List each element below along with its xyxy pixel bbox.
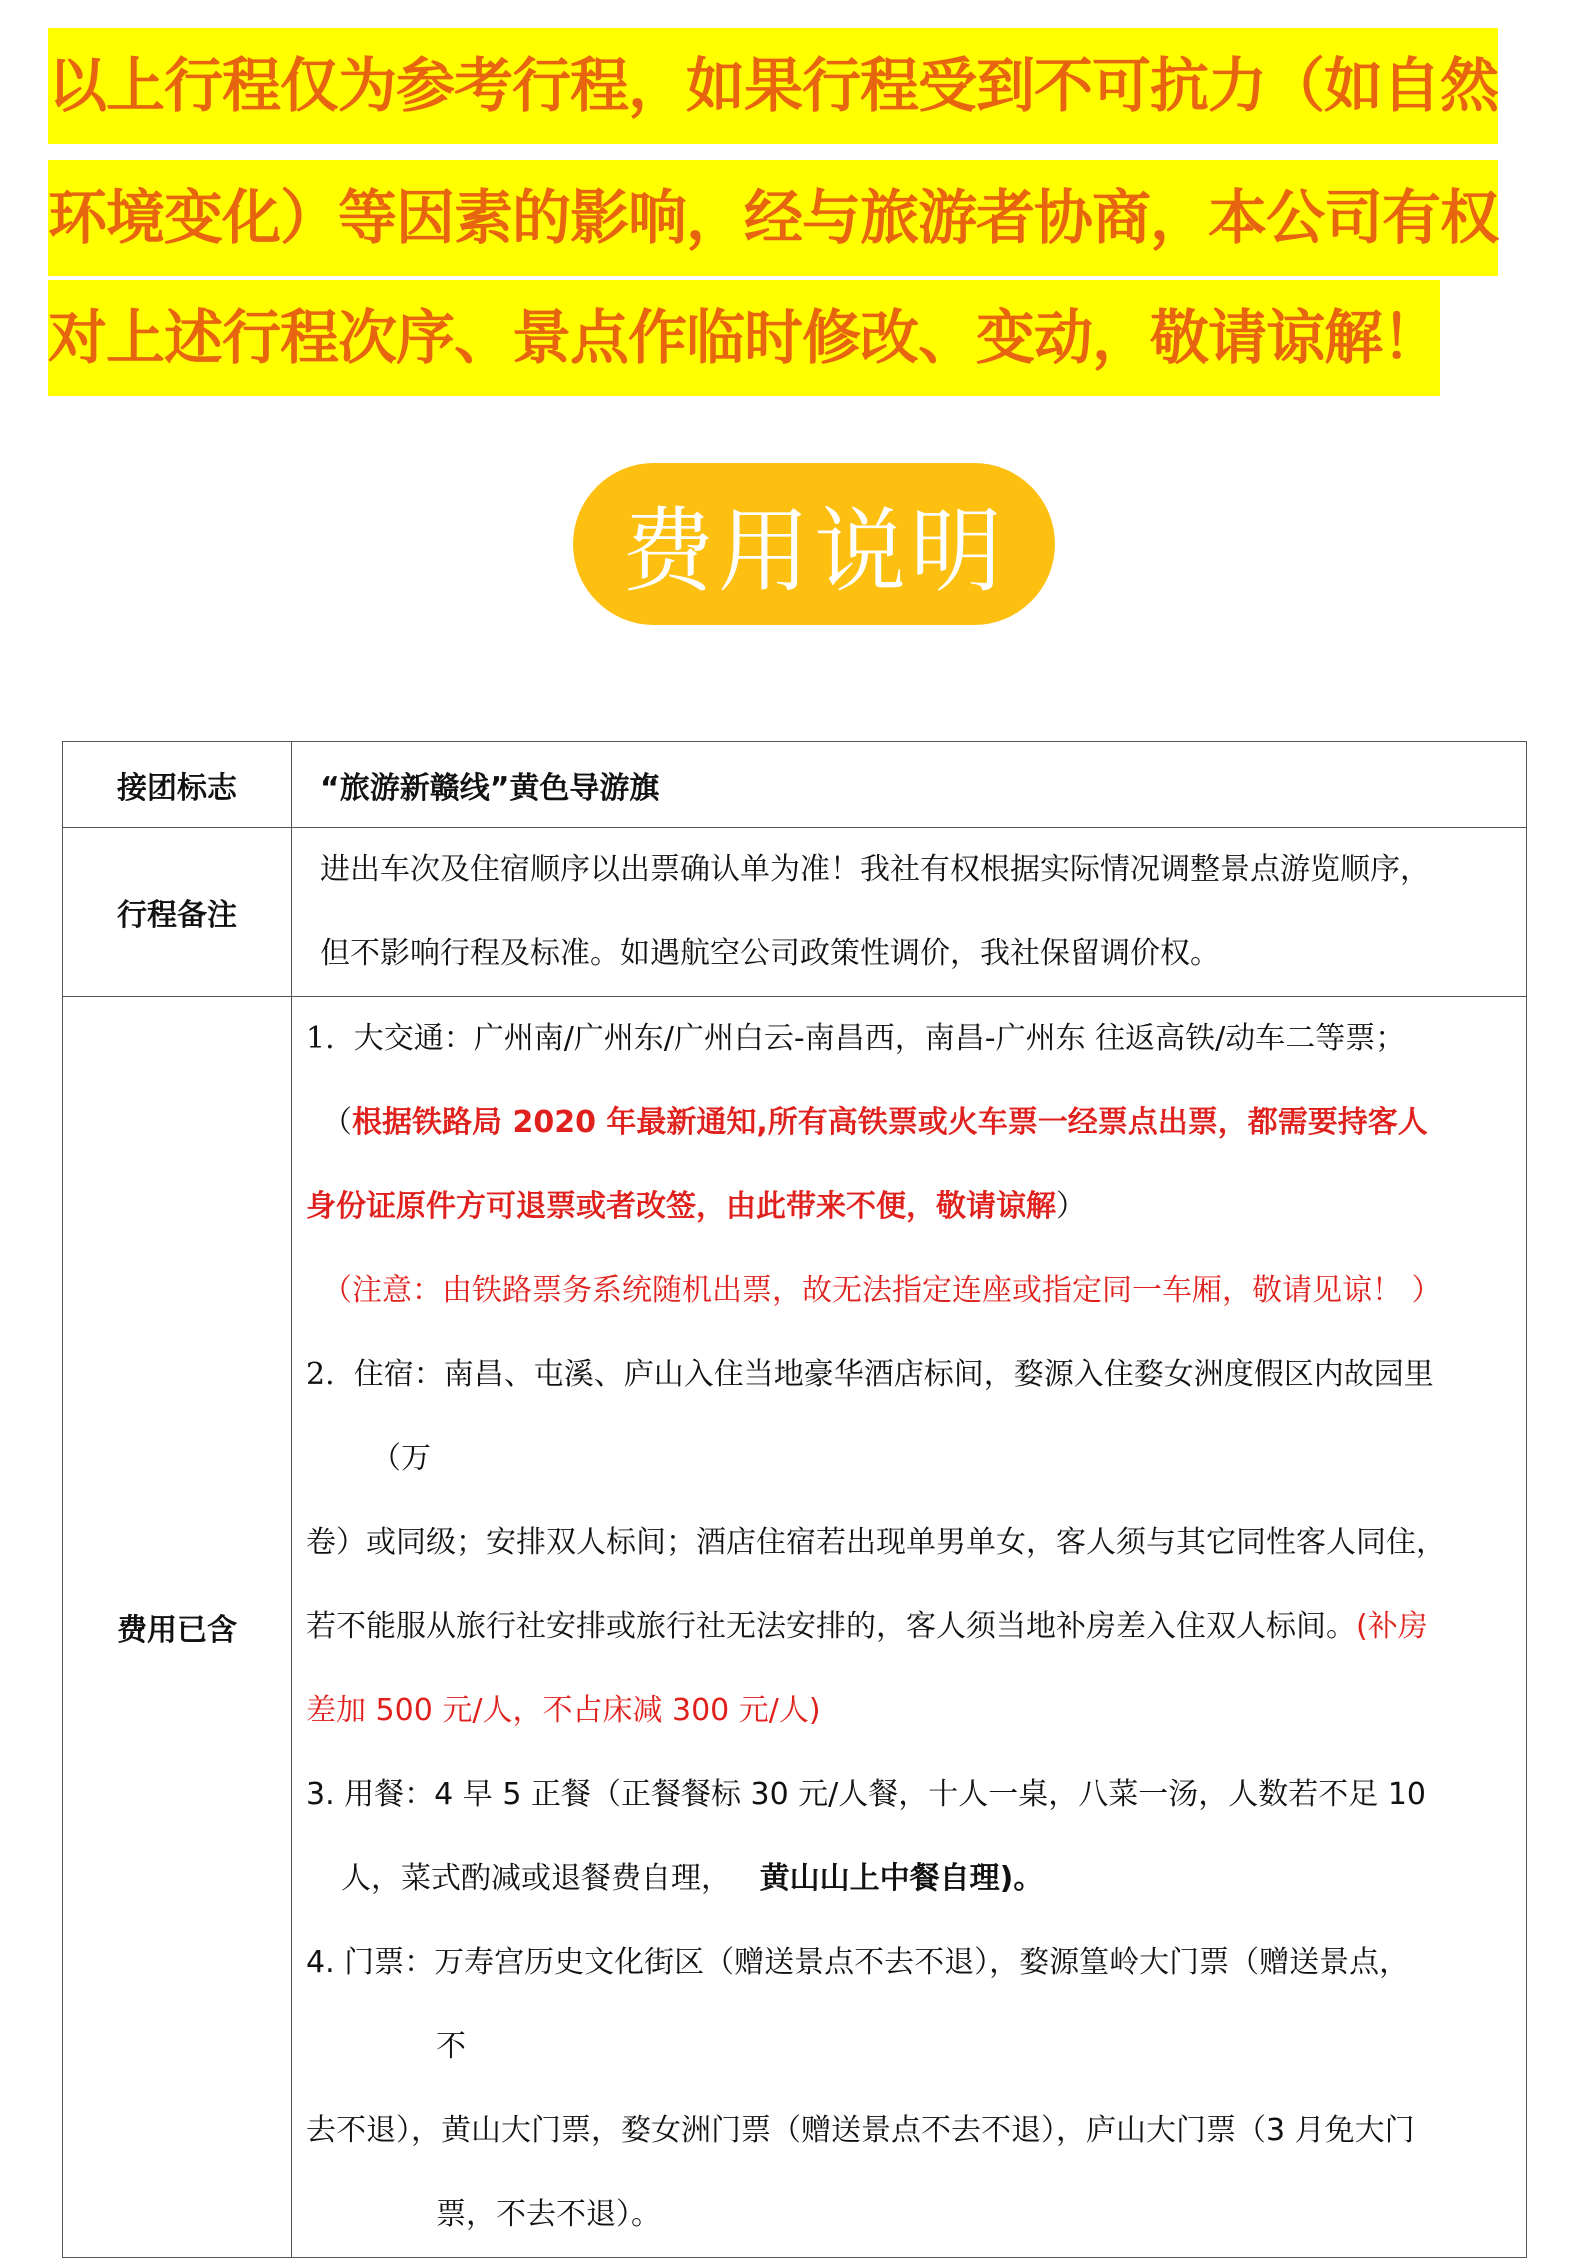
hotel-line: 差加 500 元/人，不占床减 300 元/人) <box>306 1693 821 1728</box>
table-row <box>63 828 1527 997</box>
section-title: 费用说明 <box>573 463 1055 625</box>
ticket-line: 去不退），黄山大门票，婺女洲门票（赠送景点不去不退），庐山大门票（3 月免大门 <box>306 2113 1415 2148</box>
row-value <box>292 828 1527 997</box>
notice-line: 环境变化）等因素的影响，经与旅游者协商，本公司有权 <box>48 160 1498 276</box>
notice-line: 对上述行程次序、景点作临时修改、变动，敬请谅解！ <box>48 280 1440 396</box>
hotel-line: 若不能服从旅行社安排或旅行社无法安排的，客人须当地补房差入住双人标间。(补房 <box>306 1609 1428 1644</box>
table-row <box>63 742 1527 828</box>
row-label: 费用已含 <box>63 997 292 2258</box>
hotel-line: 卷）或同级；安排双人标间；酒店住宿若出现单男单女，客人须与其它同性客人同住， <box>306 1525 1446 1560</box>
ticket-line: 票，不去不退）。 <box>436 2197 661 2232</box>
seat-notice-line: （注意：由铁路票务系统随机出票，故无法指定连座或指定同一车厢，敬请见谅！ ） <box>322 1273 1442 1308</box>
hotel-line: 2. 住宿：南昌、屯溪、庐山入住当地豪华酒店标间，婺源入住婺女洲度假区内故园里 <box>306 1357 1434 1392</box>
row-value: “旅游新赣线”黄色导游旗 <box>292 742 1527 828</box>
meal-line: 人，菜式酌减或退餐费自理， 黄山山上中餐自理)。 <box>341 1861 1044 1896</box>
remark-line: 但不影响行程及标准。如遇航空公司政策性调价，我社保留调价权。 <box>320 936 1220 971</box>
row-label: 行程备注 <box>63 828 292 997</box>
notice-line: 以上行程仅为参考行程，如果行程受到不可抗力（如自然 <box>48 28 1498 144</box>
table-row <box>63 997 1527 2258</box>
row-value <box>292 997 1527 2258</box>
row-label: 接团标志 <box>63 742 292 828</box>
rail-notice-line: 身份证原件方可退票或者改签，由此带来不便，敬请谅解） <box>306 1189 1086 1224</box>
ticket-line: 不 <box>436 2029 466 2064</box>
fee-table <box>62 741 1527 2258</box>
remark-line: 进出车次及住宿顺序以出票确认单为准！我社有权根据实际情况调整景点游览顺序， <box>320 852 1430 887</box>
ticket-line: 4. 门票：万寿宫历史文化街区（赠送景点不去不退），婺源篁岭大门票（赠送景点， <box>306 1945 1410 1980</box>
hotel-line: （万 <box>371 1441 431 1476</box>
meal-line: 3. 用餐：4 早 5 正餐（正餐餐标 30 元/人餐，十人一桌，八菜一汤，人数若不足 10 <box>306 1777 1427 1812</box>
transport-line: 1. 大交通：广州南/广州东/广州白云-南昌西，南昌-广州东 往返高铁/动车二等票； <box>306 1021 1406 1056</box>
rail-notice-line: （根据铁路局 2020 年最新通知,所有高铁票或火车票一经票点出票，都需要持客人 <box>322 1105 1428 1140</box>
